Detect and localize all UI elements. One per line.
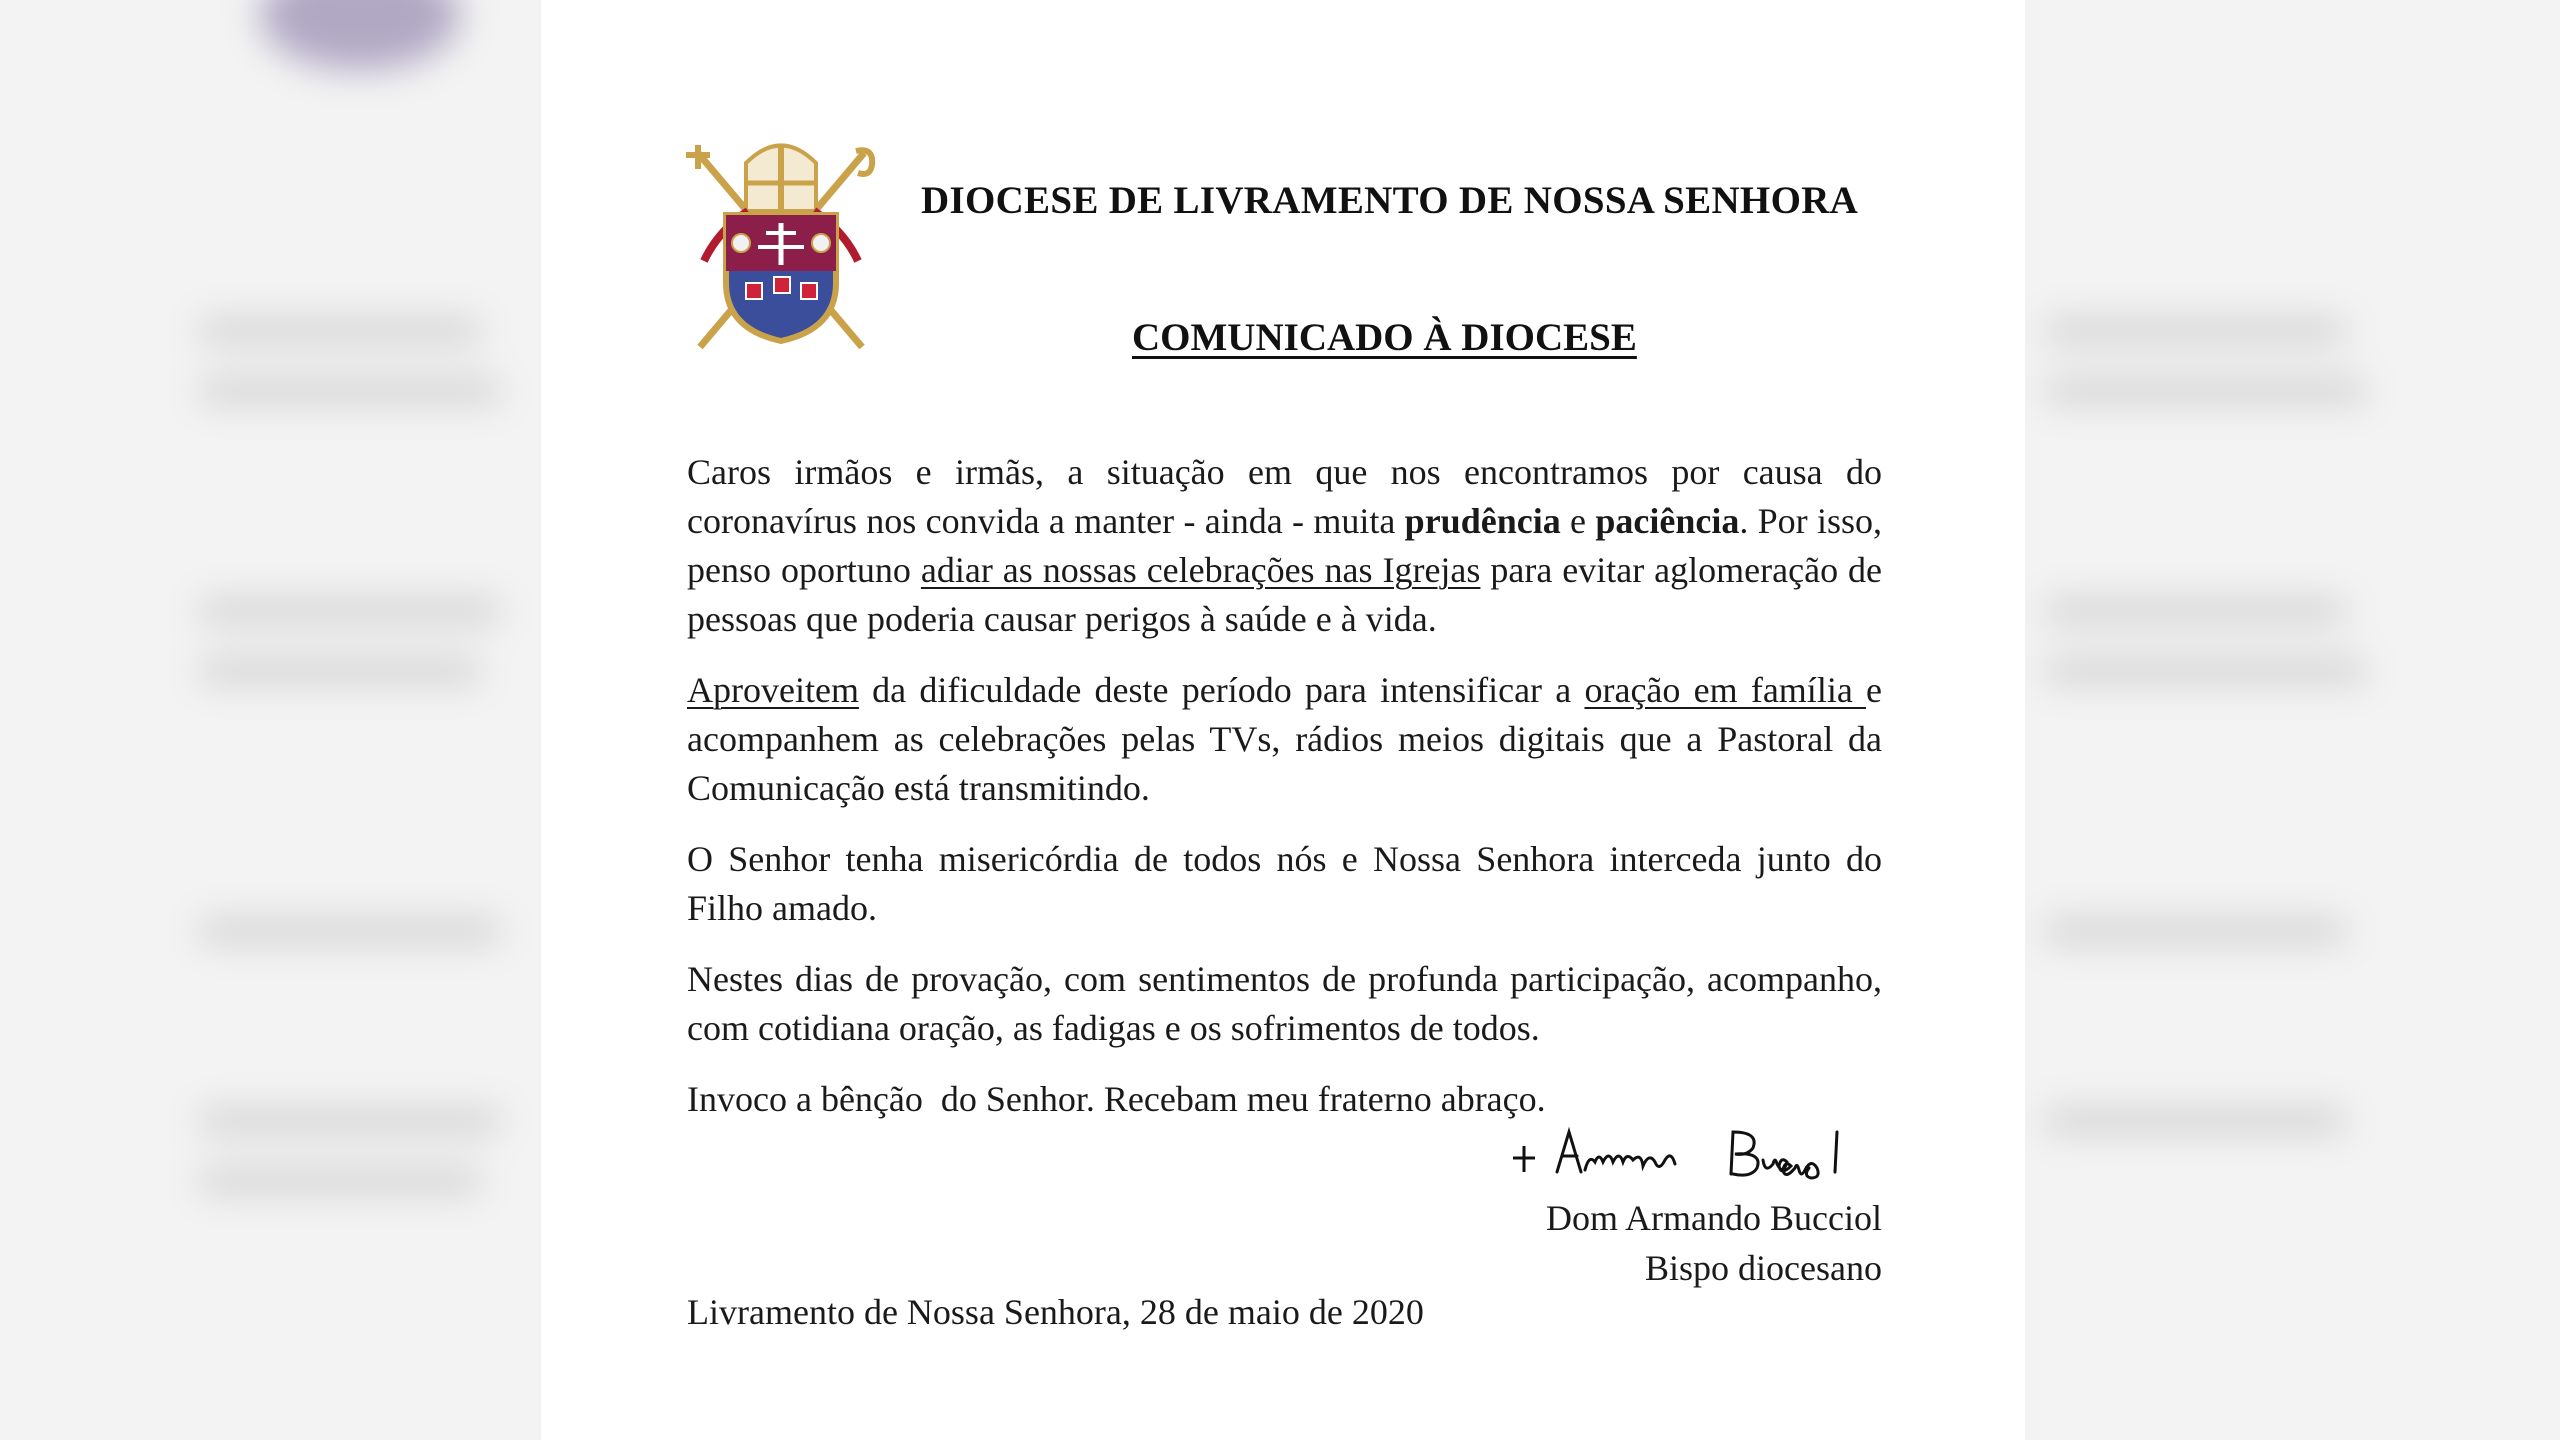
handwritten-signature xyxy=(1501,1120,1891,1190)
paragraph-5: Invoco a bênção do Senhor. Recebam meu fraterno abraço. xyxy=(687,1079,1546,1119)
paragraph-1-text-g: para evitar aglomeração de pessoas que poderia causar perigos à saúde e à vida. xyxy=(687,550,1882,639)
underlined-adiar-celebracoes: adiar as nossas celebrações nas Igrejas xyxy=(920,550,1481,590)
letter-page xyxy=(541,0,2025,1440)
diocese-coat-of-arms-icon xyxy=(686,133,876,359)
signatory-name: Dom Armando Bucciol xyxy=(1546,1198,1882,1238)
blurred-background-left xyxy=(0,0,541,1440)
paragraph-4: Nestes dias de provação, com sentimentos de profunda participação, acompanho, com cotidiana oração, as fadigas e os sofrimentos de todos. xyxy=(687,959,1882,1048)
diocese-name: DIOCESE DE LIVRAMENTO DE NOSSA SENHORA xyxy=(921,179,1859,222)
emphasis-prudencia: prudência xyxy=(1404,501,1561,541)
signatory-role: Bispo diocesano xyxy=(1645,1248,1882,1288)
paragraph-1-text-c: e xyxy=(1560,501,1596,541)
underlined-oracao-em-familia: oração em família xyxy=(1584,670,1867,710)
paragraph-2-text-b: da dificuldade deste período para intensificar a xyxy=(858,670,1585,710)
paragraph-1-text-a: Caros irmãos e irmãs, a situação em que nos encontramos por causa do coronavírus nos convida a manter - ainda - muita xyxy=(687,452,1882,541)
paragraph-1 xyxy=(687,448,1882,644)
blurred-background-right xyxy=(2025,0,2560,1440)
paragraph-2 xyxy=(687,666,1882,813)
paragraph-1-text-e: . Por isso, penso oportuno xyxy=(687,501,1883,590)
paragraph-2-text-d: e acompanhem as celebrações pelas TVs, rádios meios digitais que a Pastoral da Comunicação está transmitindo. xyxy=(687,670,1883,808)
place-and-date: Livramento de Nossa Senhora, 28 de maio de 2020 xyxy=(687,1292,1424,1332)
emphasis-paciencia: paciência xyxy=(1595,501,1740,541)
signatory-block xyxy=(1546,1193,1882,1293)
paragraph-3: O Senhor tenha misericórdia de todos nós e Nossa Senhora interceda junto do Filho amado. xyxy=(687,839,1882,928)
underlined-aproveitem: Aproveitem xyxy=(687,670,859,710)
document-title: COMUNICADO À DIOCESE xyxy=(1132,316,1637,359)
letter-body xyxy=(687,448,1882,1146)
